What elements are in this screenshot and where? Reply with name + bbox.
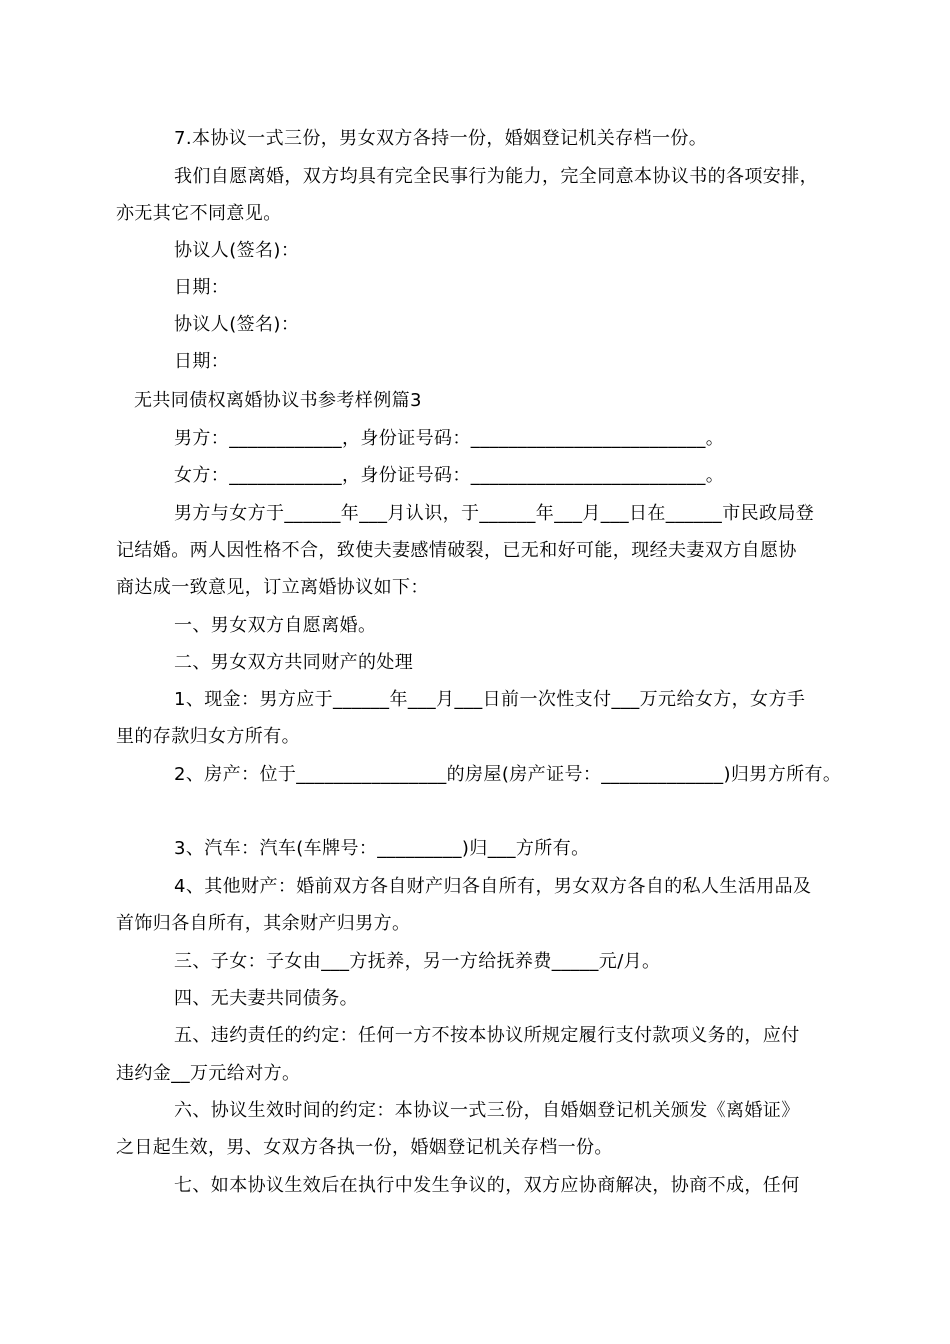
- female-party-line: 女方：____________，身份证号码：_________________________。: [174, 465, 725, 486]
- marriage-background-cont-1: 记结婚。两人因性格不合，致使夫妻感情破裂，已无和好可能，现经夫妻双方自愿协: [116, 540, 797, 561]
- section-heading: 无共同债权离婚协议书参考样例篇3: [134, 390, 422, 411]
- article-7-disputes: 七、如本协议生效后在执行中发生争议的，双方应协商解决，协商不成，任何: [174, 1175, 800, 1196]
- item-cash: 1、现金：男方应于______年___月___日前一次性支付___万元给女方，女方手: [174, 689, 806, 710]
- voluntary-divorce-statement-cont: 亦无其它不同意见。: [116, 203, 282, 224]
- marriage-background: 男方与女方于______年___月认识，于______年___月___日在______市民政局登: [174, 503, 815, 524]
- article-1: 一、男女双方自愿离婚。: [174, 615, 377, 636]
- article-5-liability-cont: 违约金__万元给对方。: [116, 1063, 301, 1084]
- article-6-effective-cont: 之日起生效，男、女双方各执一份，婚姻登记机关存档一份。: [116, 1137, 613, 1158]
- article-3-children: 三、子女：子女由___方抚养，另一方给抚养费_____元/月。: [174, 951, 661, 972]
- date-1-label: 日期：: [174, 277, 230, 298]
- article-2-heading: 二、男女双方共同财产的处理: [174, 652, 414, 673]
- clause-7-copies: 7.本协议一式三份，男女双方各持一份，婚姻登记机关存档一份。: [174, 128, 708, 149]
- item-property: 2、房产：位于________________的房屋(房产证号：_____________)归男方所有。: [174, 764, 842, 785]
- article-4-debts: 四、无夫妻共同债务。: [174, 988, 358, 1009]
- voluntary-divorce-statement: 我们自愿离婚，双方均具有完全民事行为能力，完全同意本协议书的各项安排，: [174, 166, 818, 187]
- date-2-label: 日期：: [174, 351, 230, 372]
- item-cash-cont: 里的存款归女方所有。: [116, 726, 300, 747]
- marriage-background-cont-2: 商达成一致意见，订立离婚协议如下：: [116, 577, 429, 598]
- article-5-liability: 五、违约责任的约定：任何一方不按本协议所规定履行支付款项义务的，应付: [174, 1025, 800, 1046]
- article-6-effective: 六、协议生效时间的约定：本协议一式三份，自婚姻登记机关颁发《离婚证》: [174, 1100, 800, 1121]
- signatory-2-label: 协议人(签名)：: [174, 314, 300, 335]
- item-other-property-cont: 首饰归各自所有，其余财产归男方。: [116, 913, 411, 934]
- item-car: 3、汽车：汽车(车牌号：_________)归___方所有。: [174, 838, 590, 859]
- signatory-1-label: 协议人(签名)：: [174, 240, 300, 261]
- male-party-line: 男方：____________，身份证号码：_________________________。: [174, 428, 725, 449]
- item-other-property: 4、其他财产：婚前双方各自财产归各自所有，男女双方各自的私人生活用品及: [174, 876, 812, 897]
